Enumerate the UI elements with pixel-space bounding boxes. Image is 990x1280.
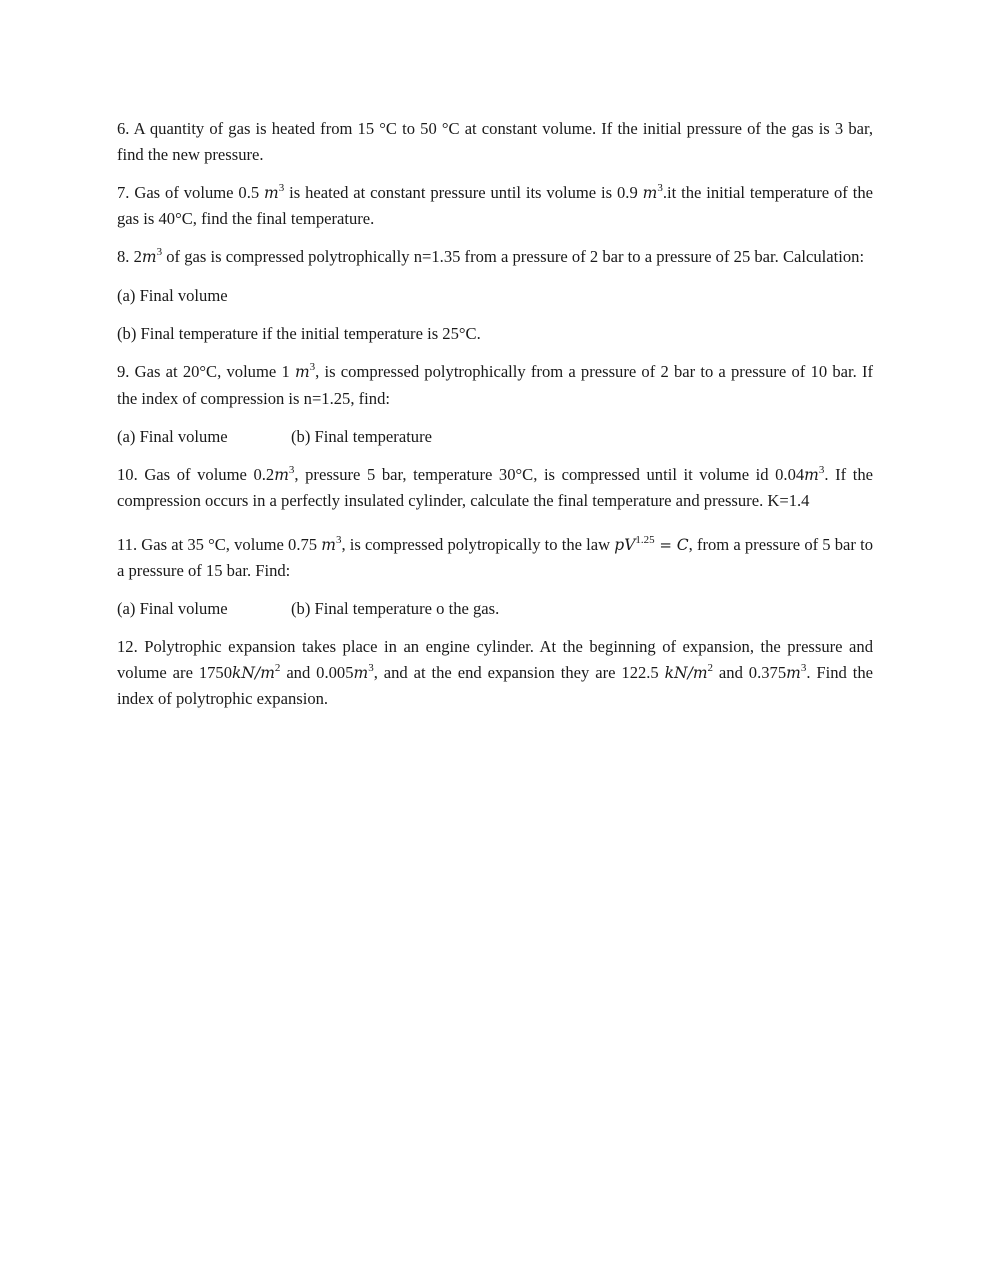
math-unit-m: m <box>786 663 801 682</box>
superscript: 3 <box>309 361 316 373</box>
math-constant-c: C <box>676 535 689 554</box>
question-8-sub-a-text: (a) Final volume <box>117 286 228 305</box>
math-unit-m: m <box>321 535 336 554</box>
question-11-part-1: 11. Gas at 35 °C, volume 0.75 <box>117 534 322 554</box>
math-unit-m: m <box>274 465 289 484</box>
question-10-part-2: , pressure 5 bar, temperature 30°C, is compressed until it volume id 0.04 <box>294 464 805 484</box>
superscript: 3 <box>335 533 342 546</box>
question-12-part-5: . Find the index of polytrophic expansion. <box>117 662 873 708</box>
question-8-sub-a <box>117 283 873 309</box>
question-7 <box>117 180 873 232</box>
superscript: 3 <box>657 181 663 194</box>
question-7-part-1: 7. Gas of volume 0.5 <box>117 182 265 202</box>
question-10-part-1: 10. Gas of volume 0.2 <box>117 464 275 484</box>
superscript: 3 <box>368 661 374 674</box>
question-12-part-2: and 0.005 <box>280 662 354 682</box>
superscript: 2 <box>707 661 714 674</box>
question-6 <box>117 116 873 167</box>
superscript: 3 <box>278 181 285 194</box>
superscript-exponent: 1.25 <box>635 533 655 546</box>
question-10-part-3: . If the compression occurs in a perfectly insulated cylinder, calculate the final temperature and pressure. K=1.4 <box>117 464 873 510</box>
math-unit-m: m <box>141 248 157 266</box>
question-8-part-1: 8. 2 <box>117 247 142 266</box>
question-9-sub-a: (a) Final volume <box>117 426 228 446</box>
question-6-text: 6. A quantity of gas is heated from 15 °C to 50 °C at constant volume. If the initial pressure of the gas is 3 bar, find the new pressure. <box>117 119 873 164</box>
question-7-part-3: .it the initial temperature of the gas is 40°C, find the final temperature. <box>117 182 873 228</box>
math-unit-m: m <box>353 663 369 682</box>
equals-sign: = <box>654 535 677 554</box>
question-11-subs <box>117 596 873 622</box>
question-8-part-2: of gas is compressed polytrophically n=1.35 from a pressure of 2 bar to a pressure of 25 bar. Calculation: <box>162 247 865 266</box>
superscript: 3 <box>288 463 295 476</box>
math-unit-m: m <box>804 465 819 484</box>
question-10 <box>117 462 873 514</box>
superscript: 3 <box>156 246 163 258</box>
question-11-sub-a: (a) Final volume <box>117 599 228 618</box>
question-12-part-1: 12. Polytrophic expansion takes place in an engine cylinder. At the beginning of expansion, the pressure and volume are 1750 <box>117 637 873 682</box>
document-page <box>117 116 873 724</box>
question-12-part-3: , and at the end expansion they are 122.5 <box>373 662 665 682</box>
math-pv: pV <box>614 535 636 554</box>
question-7-part-2: is heated at constant pressure until its volume is 0.9 <box>284 182 643 202</box>
question-9-sub-b: (b) Final temperature <box>291 426 432 446</box>
math-unit-knm: kN/m <box>232 663 275 682</box>
question-9-part-1: 9. Gas at 20°C, volume 1 <box>117 362 295 381</box>
question-8 <box>117 244 873 271</box>
superscript: 3 <box>818 463 825 476</box>
question-11-part-3: , from a pressure of 5 bar to a pressure of 15 bar. Find: <box>117 534 873 580</box>
math-unit-m: m <box>264 183 279 202</box>
question-8-sub-b-text: (b) Final temperature if the initial temperature is 25°C. <box>117 324 481 343</box>
math-unit-m: m <box>294 363 310 381</box>
question-9-part-2: , is compressed polytrophically from a pressure of 2 bar to a pressure of 10 bar. If the index of compression is n=1.25, find: <box>117 362 873 408</box>
question-9 <box>117 359 873 411</box>
math-unit-m: m <box>642 183 658 202</box>
superscript: 2 <box>274 661 281 674</box>
question-8-sub-b <box>117 321 873 347</box>
question-11 <box>117 532 873 584</box>
question-11-part-2: , is compressed polytropically to the law <box>341 534 615 554</box>
question-11-sub-b: (b) Final temperature o the gas. <box>291 599 500 618</box>
superscript: 3 <box>800 661 807 674</box>
question-9-subs <box>117 424 873 450</box>
math-unit-knm: kN/m <box>664 663 708 682</box>
question-12-part-4: and 0.375 <box>713 662 787 682</box>
question-12 <box>117 634 873 712</box>
